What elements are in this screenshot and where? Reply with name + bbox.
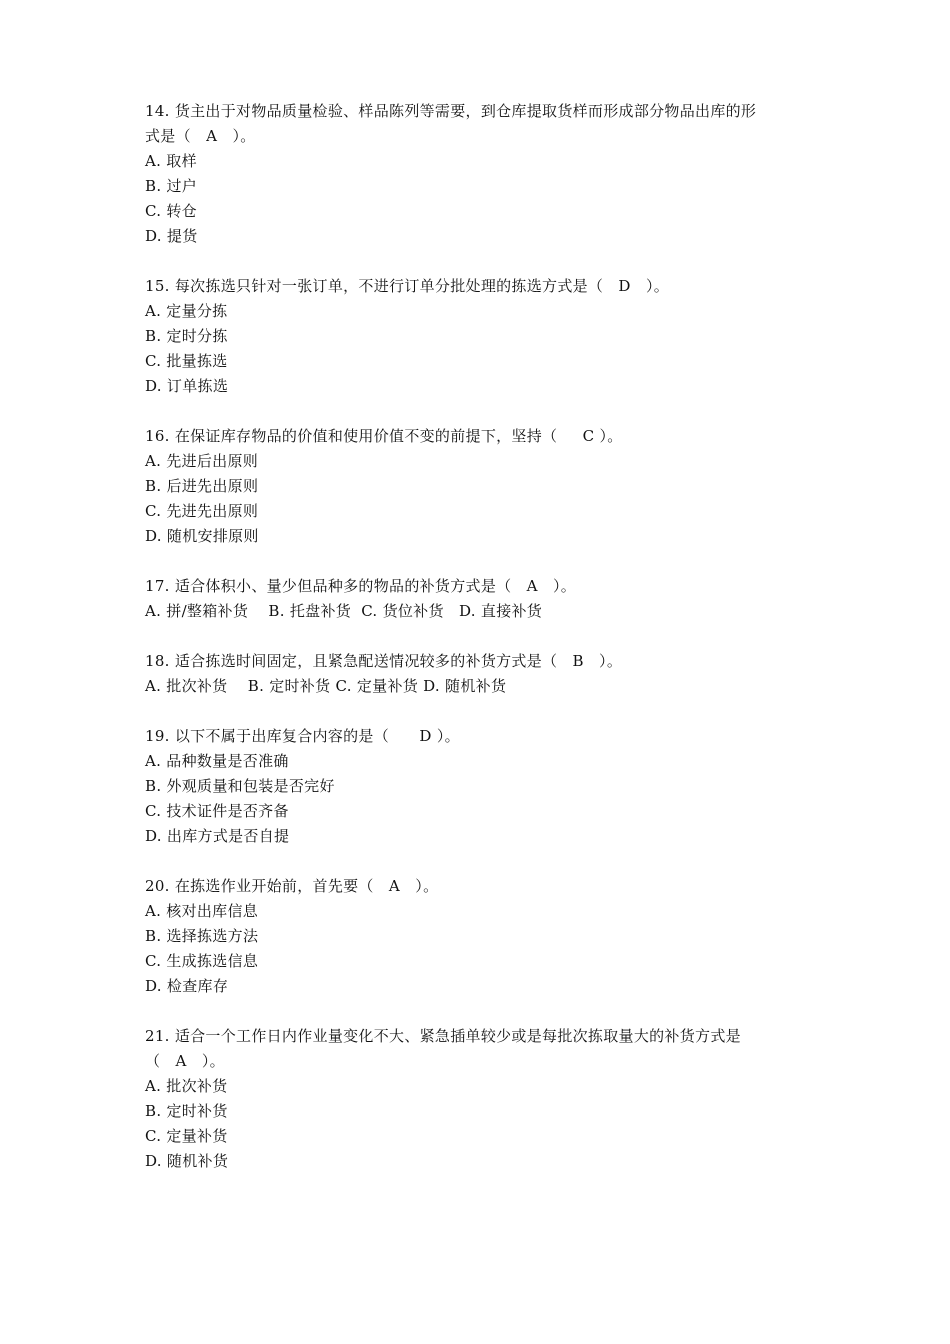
option-a: A. 先进后出原则: [145, 452, 259, 470]
option-b: B. 选择拣选方法: [145, 927, 259, 945]
document-page: [145, 99, 815, 1199]
option-d: D. 提货: [145, 227, 198, 245]
option-b: B. 定时分拣: [145, 327, 228, 345]
question-stem: 20. 在拣选作业开始前，首先要（ A ）。: [145, 877, 439, 895]
options-row: A. 拼/整箱补货 B. 托盘补货 C. 货位补货 D. 直接补货: [145, 602, 543, 620]
question-stem: 16. 在保证库存物品的价值和使用价值不变的前提下，坚持（ C ）。: [145, 427, 623, 445]
option-c: C. 技术证件是否齐备: [145, 802, 289, 820]
options-row: A. 批次补货 B. 定时补货 C. 定量补货 D. 随机补货: [145, 677, 507, 695]
option-b: B. 定时补货: [145, 1102, 228, 1120]
option-c: C. 批量拣选: [145, 352, 228, 370]
question-stem: 21. 适合一个工作日内作业量变化不大、紧急插单较少或是每批次拣取量大的补货方式是: [145, 1027, 741, 1045]
option-c: C. 转仓: [145, 202, 197, 220]
option-a: A. 取样: [145, 152, 197, 170]
option-a: A. 批次补货: [145, 1077, 228, 1095]
option-a: A. 定量分拣: [145, 302, 228, 320]
question-20: [145, 874, 815, 999]
question-stem: 15. 每次拣选只针对一张订单，不进行订单分批处理的拣选方式是（ D ）。: [145, 277, 670, 295]
option-d: D. 随机补货: [145, 1152, 229, 1170]
option-d: D. 出库方式是否自提: [145, 827, 290, 845]
question-stem-continued: （ A ）。: [145, 1052, 225, 1070]
question-stem: 18. 适合拣选时间固定，且紧急配送情况较多的补货方式是（ B ）。: [145, 652, 623, 670]
option-a: A. 品种数量是否准确: [145, 752, 289, 770]
option-c: C. 生成拣选信息: [145, 952, 259, 970]
question-stem: 17. 适合体积小、量少但品种多的物品的补货方式是（ A ）。: [145, 577, 577, 595]
question-21: [145, 1024, 815, 1174]
option-d: D. 随机安排原则: [145, 527, 259, 545]
option-d: D. 检查库存: [145, 977, 229, 995]
option-c: C. 先进先出原则: [145, 502, 259, 520]
question-19: [145, 724, 815, 849]
option-b: B. 过户: [145, 177, 198, 195]
question-stem: 14. 货主出于对物品质量检验、样品陈列等需要，到仓库提取货样而形成部分物品出库的形: [145, 102, 757, 120]
option-d: D. 订单拣选: [145, 377, 229, 395]
option-c: C. 定量补货: [145, 1127, 228, 1145]
question-stem: 19. 以下不属于出库复合内容的是（ D ）。: [145, 727, 460, 745]
question-14: [145, 99, 815, 249]
option-a: A. 核对出库信息: [145, 902, 259, 920]
option-b: B. 外观质量和包装是否完好: [145, 777, 335, 795]
question-17: [145, 574, 815, 624]
question-18: [145, 649, 815, 699]
question-16: [145, 424, 815, 549]
question-15: [145, 274, 815, 399]
option-b: B. 后进先出原则: [145, 477, 259, 495]
question-stem-continued: 式是（ A ）。: [145, 127, 256, 145]
